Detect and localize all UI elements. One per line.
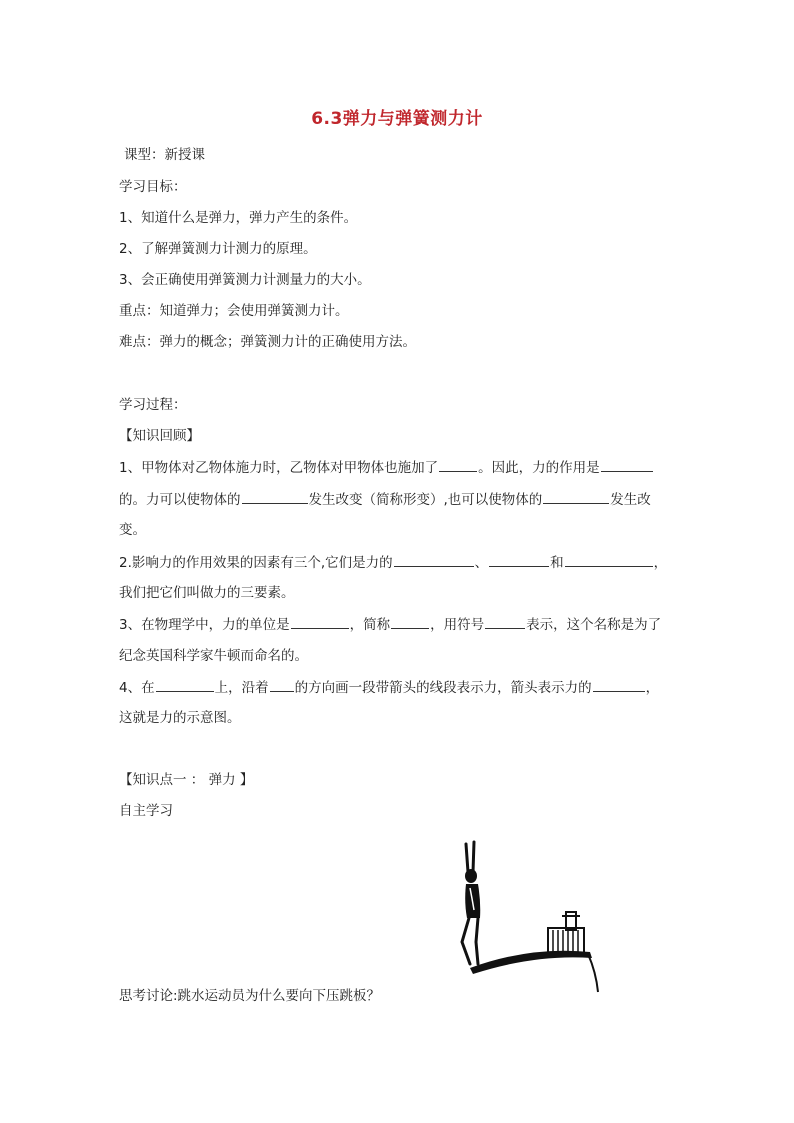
q4-text-a: 4、在 <box>119 680 155 696</box>
question-2-line-1 <box>119 552 667 573</box>
answer-blank[interactable] <box>242 489 308 504</box>
q3-text-e: 纪念英国科学家牛顿而命名的。 <box>119 648 308 664</box>
review-heading: 【知识回顾】 <box>119 428 200 444</box>
knowledge-point-heading: 【知识点一 ： 弹力 】 <box>119 772 254 788</box>
answer-blank[interactable] <box>593 677 645 692</box>
question-1-line-1 <box>119 457 654 478</box>
q4-text-c: 的方向画一段带箭头的线段表示力，箭头表示力的 <box>294 680 592 696</box>
q2-text-c: 和 <box>550 555 564 571</box>
question-1-line-2 <box>119 489 651 510</box>
q2-text-b: 、 <box>474 555 489 571</box>
q2-text-e: 我们把它们叫做力的三要素。 <box>119 585 295 601</box>
answer-blank[interactable] <box>565 552 653 567</box>
self-study-label: 自主学习 <box>119 803 173 819</box>
answer-blank[interactable] <box>394 552 474 567</box>
q1-text-c: 的。力可以使物体的 <box>119 492 241 508</box>
question-4-line-1 <box>119 677 659 698</box>
q3-text-c: ，用符号 <box>430 617 485 633</box>
q4-text-d: ， <box>645 680 660 696</box>
q1-text-b: 。因此，力的作用是 <box>478 460 600 476</box>
objective-item: 1、知道什么是弹力，弹力产生的条件。 <box>119 210 358 226</box>
course-type: 课型：新授课 <box>124 147 205 163</box>
discussion-question: 思考讨论:跳水运动员为什么要向下压跳板？ <box>119 988 381 1004</box>
key-point: 重点：知道弹力；会使用弹簧测力计。 <box>119 303 349 319</box>
q4-text-b: 上，沿着 <box>214 680 269 696</box>
objective-item: 3、会正确使用弹簧测力计测量力的大小。 <box>119 272 371 288</box>
q3-text-d: 表示，这个名称是为了 <box>526 617 662 633</box>
answer-blank[interactable] <box>291 614 349 629</box>
difficulty: 难点：弹力的概念；弹簧测力计的正确使用方法。 <box>119 334 416 350</box>
answer-blank[interactable] <box>391 614 429 629</box>
q1-text-a: 1、甲物体对乙物体施力时，乙物体对甲物体也施加了 <box>119 460 439 476</box>
q1-text-e: 发生改 <box>610 492 651 508</box>
q3-text-b: ，简称 <box>349 617 391 633</box>
answer-blank[interactable] <box>156 677 214 692</box>
q1-text-f: 变。 <box>119 522 146 538</box>
answer-blank[interactable] <box>601 457 653 472</box>
q1-text-d: 发生改变（简称形变）,也可以使物体的 <box>308 492 543 508</box>
answer-blank[interactable] <box>489 552 549 567</box>
answer-blank[interactable] <box>270 677 294 692</box>
objective-item: 2、了解弹簧测力计测力的原理。 <box>119 241 317 257</box>
q2-text-d: ， <box>653 555 668 571</box>
question-3-line-1 <box>119 614 661 635</box>
page-title: 6.3弹力与弹簧测力计 <box>311 109 483 129</box>
process-heading: 学习过程： <box>119 397 187 413</box>
diver-springboard-illustration <box>440 832 610 1002</box>
answer-blank[interactable] <box>485 614 525 629</box>
objectives-heading: 学习目标： <box>119 179 187 195</box>
q3-text-a: 3、在物理学中，力的单位是 <box>119 617 290 633</box>
q4-text-e: 这就是力的示意图。 <box>119 710 241 726</box>
answer-blank[interactable] <box>439 457 477 472</box>
q2-text-a: 2.影响力的作用效果的因素有三个,它们是力的 <box>119 555 393 571</box>
answer-blank[interactable] <box>543 489 609 504</box>
